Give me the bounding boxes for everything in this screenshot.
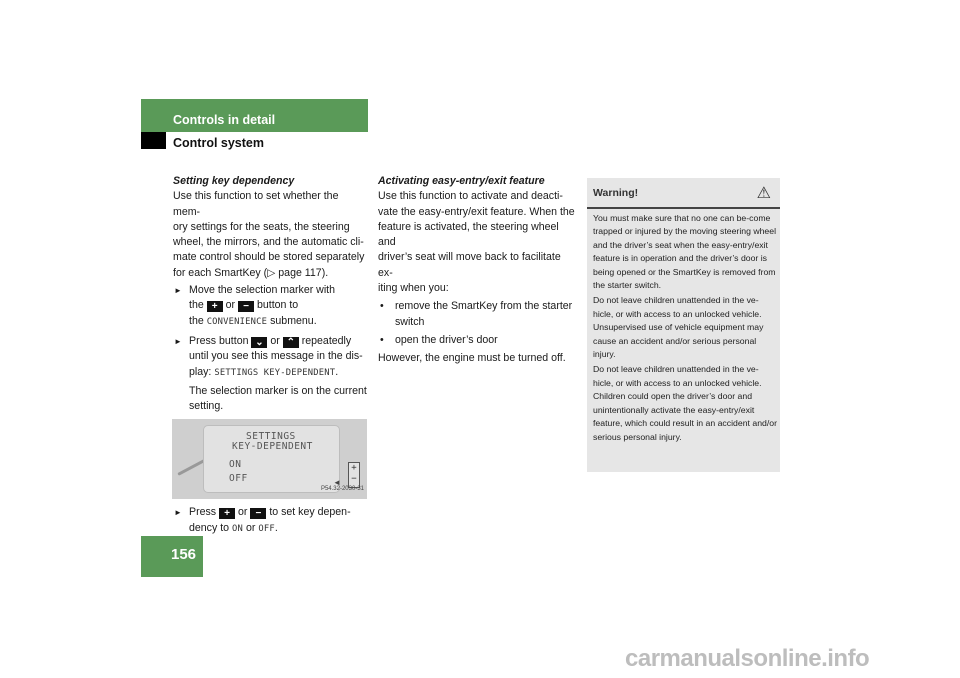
easy-entry-paragraph: [378, 189, 578, 296]
bullet-remove-smartkey: [378, 299, 578, 330]
intro-line: ory settings for the seats, the steering: [173, 220, 350, 233]
heading-easy-entry: Activating easy-entry/exit feature: [378, 175, 545, 187]
step-text: Move the selection marker with: [189, 284, 336, 297]
note-text: [189, 384, 368, 415]
value-on: ON: [232, 523, 244, 534]
heading-key-dependency: Setting key dependency: [173, 175, 295, 187]
bullet-text: remove the SmartKey from the starter: [395, 300, 573, 313]
paragraph-line: feature is activated, the steering wheel and: [378, 220, 559, 249]
step-text: or: [245, 521, 256, 534]
plus-sign: +: [351, 463, 357, 474]
minus-key-icon: −: [250, 508, 266, 519]
display-illustration: [172, 419, 367, 499]
section-title: Controls in detail: [173, 113, 276, 127]
bullet-text: open the driver’s door: [395, 333, 498, 346]
left-column: [173, 174, 368, 537]
step-text: the: [189, 314, 204, 327]
intro-paragraph: [173, 189, 368, 281]
intro-line: mate control should be stored separately: [173, 251, 365, 264]
step-text: repeatedly: [301, 334, 352, 347]
scroll-up-key-icon: ⌃: [283, 337, 299, 348]
step-text: Press: [189, 506, 217, 519]
step-text: .: [274, 521, 278, 534]
step-text: the: [189, 299, 204, 312]
selection-pointer-icon: ◄: [333, 478, 341, 488]
engine-note: However, the engine must be turned off.: [378, 352, 566, 365]
page-reference-link[interactable]: ▷ page 117).: [267, 266, 329, 279]
display-line-key-dependent: KEY-DEPENDENT: [232, 441, 313, 453]
minus-key-icon: −: [238, 301, 254, 312]
intro-line: for each SmartKey (: [173, 266, 268, 279]
middle-column: [378, 174, 578, 367]
step-press-button: [173, 334, 368, 414]
minus-sign: −: [351, 474, 357, 485]
paragraph-line: vate the easy-entry/exit feature. When the: [378, 205, 575, 218]
subsection-title: Control system: [173, 136, 264, 150]
step-arrow-icon: ►: [174, 336, 182, 346]
warning-title: Warning!: [593, 187, 639, 199]
scroll-down-key-icon: ⌄: [251, 337, 267, 348]
step-text: submenu.: [270, 314, 317, 327]
bullet-text: switch: [395, 315, 425, 328]
paragraph-line: driver’s seat will move back to facilitate ex-: [378, 251, 561, 279]
step-text: .: [335, 365, 339, 378]
step-text: Press button: [189, 334, 249, 347]
note-line: setting.: [189, 400, 224, 413]
step-text: or: [238, 506, 248, 519]
step-text: dency to: [189, 521, 230, 534]
step-move-marker: [173, 283, 368, 330]
note-line: The selection marker is on the current: [189, 384, 367, 397]
intro-line: wheel, the mirrors, and the automatic cli-: [173, 236, 364, 249]
page-number: 156: [171, 546, 197, 563]
figure-code: P54.32-2030-31: [320, 486, 364, 493]
display-message: SETTINGS KEY-DEPENDENT: [214, 367, 336, 378]
step-text: or: [225, 299, 236, 312]
step-arrow-icon: ►: [174, 508, 182, 518]
header-tab-marker: [141, 132, 166, 149]
warning-paragraph-1: You must make sure that no one can be-come trapped or injured by the moving steering wheel and the driver’s seat when the easy-entry/exit feature is in operation and the driver’s door is being opened or the SmartKey is removed from the starter switch.: [593, 213, 777, 291]
paragraph-line: iting when you:: [378, 282, 449, 295]
warning-body: [593, 212, 777, 446]
plus-key-icon: +: [207, 301, 223, 312]
step-arrow-icon: ►: [174, 286, 182, 296]
step-text: or: [270, 334, 280, 347]
step-text: until you see this message in the dis-: [189, 350, 363, 363]
warning-triangle-icon: ⚠: [756, 185, 771, 202]
step-set-dependency: [173, 505, 368, 537]
intro-line: Use this function to set whether the mem-: [173, 190, 339, 218]
warning-box: [587, 178, 780, 472]
menu-name-convenience: CONVENIENCE: [206, 316, 268, 327]
bullet-dot: •: [380, 300, 384, 313]
bullet-dot: •: [380, 333, 384, 346]
warning-paragraph-3: Do not leave children unattended in the ve-hicle, or with access to an unlocked vehicle. Children could open the driver’s door and unintentionally activate the easy-entry/exit feature, which could result in an accident and/or serious personal injury.: [593, 364, 777, 442]
display-option-on: ON: [229, 459, 242, 471]
plus-key-icon: +: [219, 508, 235, 519]
paragraph-line: Use this function to activate and deacti-: [378, 190, 563, 203]
watermark: carmanualsonline.info: [625, 645, 870, 672]
step-text: play:: [189, 365, 212, 378]
display-line-settings: SETTINGS: [246, 431, 296, 443]
step-text: to set key depen-: [269, 506, 351, 519]
display-option-off: OFF: [229, 473, 248, 485]
warning-divider: [587, 207, 780, 209]
step-text: button to: [256, 299, 299, 312]
value-off: OFF: [258, 523, 275, 534]
bullet-open-door: [378, 333, 578, 348]
warning-paragraph-2: Do not leave children unattended in the ve-hicle, or with access to an unlocked vehicle. Unsupervised use of vehicle equipment may cause an accident and/or serious personal injury.: [593, 295, 764, 360]
